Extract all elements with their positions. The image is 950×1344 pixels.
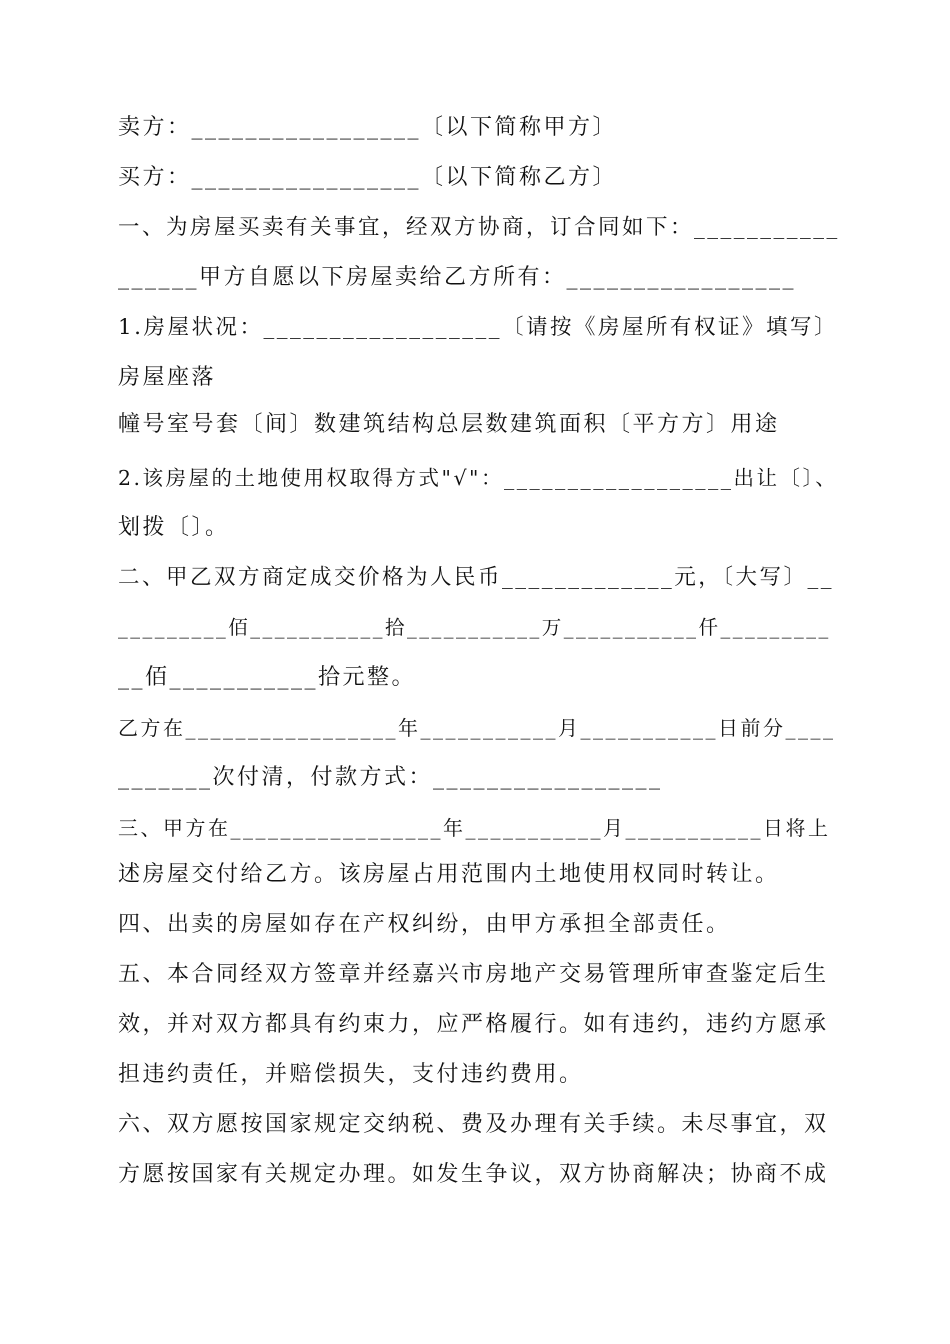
clause-3-line: 三、甲方在_________________年___________月___________日将上 [118,816,831,840]
clause-5-cont-2: 担违约责任，并赔偿损失，支付违约费用。 [118,1062,584,1087]
house-attributes-line: 幢号室号套〔间〕数建筑结构总层数建筑面积〔平方方〕用途 [118,412,780,437]
clause-6-line: 六、双方愿按国家规定交纳税、费及办理有关手续。未尽事宜，双 [118,1112,829,1137]
payment-method-line: _______次付清，付款方式：_________________ [118,765,663,790]
payment-date-line: 乙方在_________________年___________月___________日前分____ [118,716,836,740]
clause-1-sale: ______甲方自愿以下房屋卖给乙方所有：_________________ [118,265,797,290]
price-uppercase-line: _________佰___________拾___________万___________仟_________ [118,616,831,639]
clause-5-line: 五、本合同经双方签章并经嘉兴市房地产交易管理所审查鉴定后生 [118,962,829,987]
clause-4-line: 四、出卖的房屋如存在产权纠纷，由甲方承担全部责任。 [118,912,731,937]
clause-3-cont: 述房屋交付给乙方。该房屋占用范围内土地使用权同时转让。 [118,862,780,887]
land-use-right-line: 2.该房屋的土地使用权取得方式"√"：__________________出让〔〕、 [118,466,839,490]
price-line: 二、甲乙双方商定成交价格为人民币_____________元，〔大写〕__ [118,565,835,590]
buyer-line: 买方：_________________〔以下简称乙方〕 [118,165,618,190]
house-status-line: 1.房屋状况：__________________〔请按《房屋所有权证》填写〕 [118,315,839,340]
seller-line: 卖方：_________________〔以下简称甲方〕 [118,115,618,140]
clause-5-cont-1: 效，并对双方都具有约束力，应严格履行。如有违约，违约方愿承 [118,1012,829,1037]
house-location-label: 房屋座落 [118,365,217,390]
land-use-right-cont: 划拨〔〕。 [118,515,230,540]
clause-6-cont: 方愿按国家有关规定办理。如发生争议，双方协商解决；协商不成 [118,1162,829,1187]
price-uppercase-cont: __佰___________拾元整。 [118,665,417,690]
clause-1-intro: 一、为房屋买卖有关事宜，经双方协商，订合同如下：___________ [118,215,840,240]
